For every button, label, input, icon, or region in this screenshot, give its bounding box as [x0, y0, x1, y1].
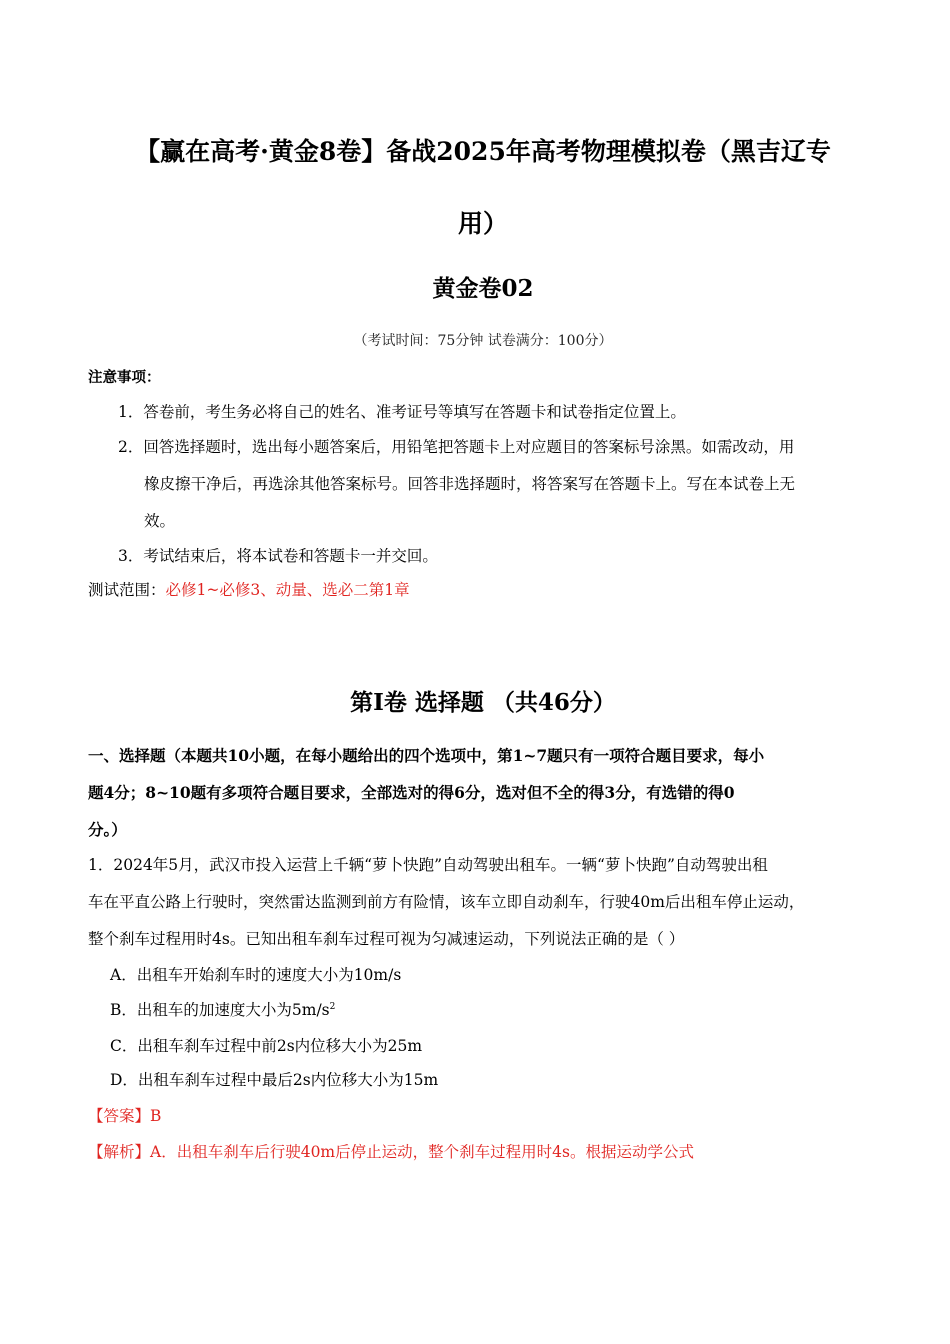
- analysis-label: 【解析】: [88, 1143, 151, 1161]
- notice-heading: 注意事项：: [88, 369, 161, 386]
- test-scope-value: 必修1~必修3、动量、选必二第1章: [165, 581, 410, 599]
- section-instructions-1: 一、选择题（本题共10小题，在每小题给出的四个选项中，第1~7题只有一项符合题目要求，每小: [88, 746, 765, 765]
- section-title: 第Ⅰ卷 选择题 （共46分）: [350, 689, 616, 716]
- notice-item-2: 2．回答选择题时，选出每小题答案后，用铅笔把答题卡上对应题目的答案标号涂黑。如需改动，用: [118, 438, 795, 456]
- paper-subtitle: 黄金卷02: [432, 275, 534, 302]
- analysis-text: A．出租车刹车后行驶40m后停止运动，整个刹车过程用时4s。根据运动学公式: [150, 1143, 694, 1161]
- option-b-text: B．出租车的加速度大小为5m/s: [110, 1001, 330, 1019]
- test-scope-label: 测试范围：: [88, 581, 166, 599]
- notice-item-2-end: 效。: [144, 512, 176, 530]
- paper-title-line1: 【赢在高考·黄金8卷】备战2025年高考物理模拟卷（黑吉辽专: [135, 137, 831, 166]
- answer-line: [88, 1104, 161, 1128]
- answer-label: 【答案】: [88, 1107, 151, 1125]
- notice-item-1: 1．答卷前，考生务必将自己的姓名、准考证号等填写在答题卡和试卷指定位置上。: [118, 403, 686, 421]
- option-b-superscript: 2: [329, 1001, 336, 1012]
- analysis-line: [88, 1140, 694, 1164]
- exam-info: （考试时间：75分钟 试卷满分：100分）: [353, 333, 613, 349]
- test-scope: [88, 578, 410, 602]
- question-1-option-b: [110, 998, 335, 1022]
- section-instructions-2: 题4分；8~10题有多项符合题目要求，全部选对的得6分，选对但不全的得3分，有选错的得0: [88, 783, 735, 802]
- notice-item-2-cont: 橡皮擦干净后，再选涂其他答案标号。回答非选择题时，将答案写在答题卡上。写在本试卷上无: [144, 475, 796, 493]
- question-1-option-d: D．出租车刹车过程中最后2s内位移大小为15m: [110, 1071, 439, 1089]
- notice-item-3: 3．考试结束后，将本试卷和答题卡一并交回。: [118, 547, 438, 565]
- question-1-stem-2: 车在平直公路上行驶时，突然雷达监测到前方有险情，该车立即自动刹车，行驶40m后出租车停止运动，: [88, 893, 805, 911]
- answer-value: B: [150, 1107, 162, 1125]
- question-1-stem-3: 整个刹车过程用时4s。已知出租车刹车过程可视为匀减速运动，下列说法正确的是（ ）: [88, 930, 685, 948]
- question-1-stem-1: 1．2024年5月，武汉市投入运营上千辆“萝卜快跑”自动驾驶出租车。一辆“萝卜快跑”自动驾驶出租: [88, 856, 768, 874]
- question-1-option-a: A．出租车开始刹车时的速度大小为10m/s: [110, 966, 402, 984]
- paper-title-line2: 用）: [457, 209, 508, 238]
- question-1-option-c: C．出租车刹车过程中前2s内位移大小为25m: [110, 1037, 423, 1055]
- section-instructions-3: 分。）: [88, 820, 127, 839]
